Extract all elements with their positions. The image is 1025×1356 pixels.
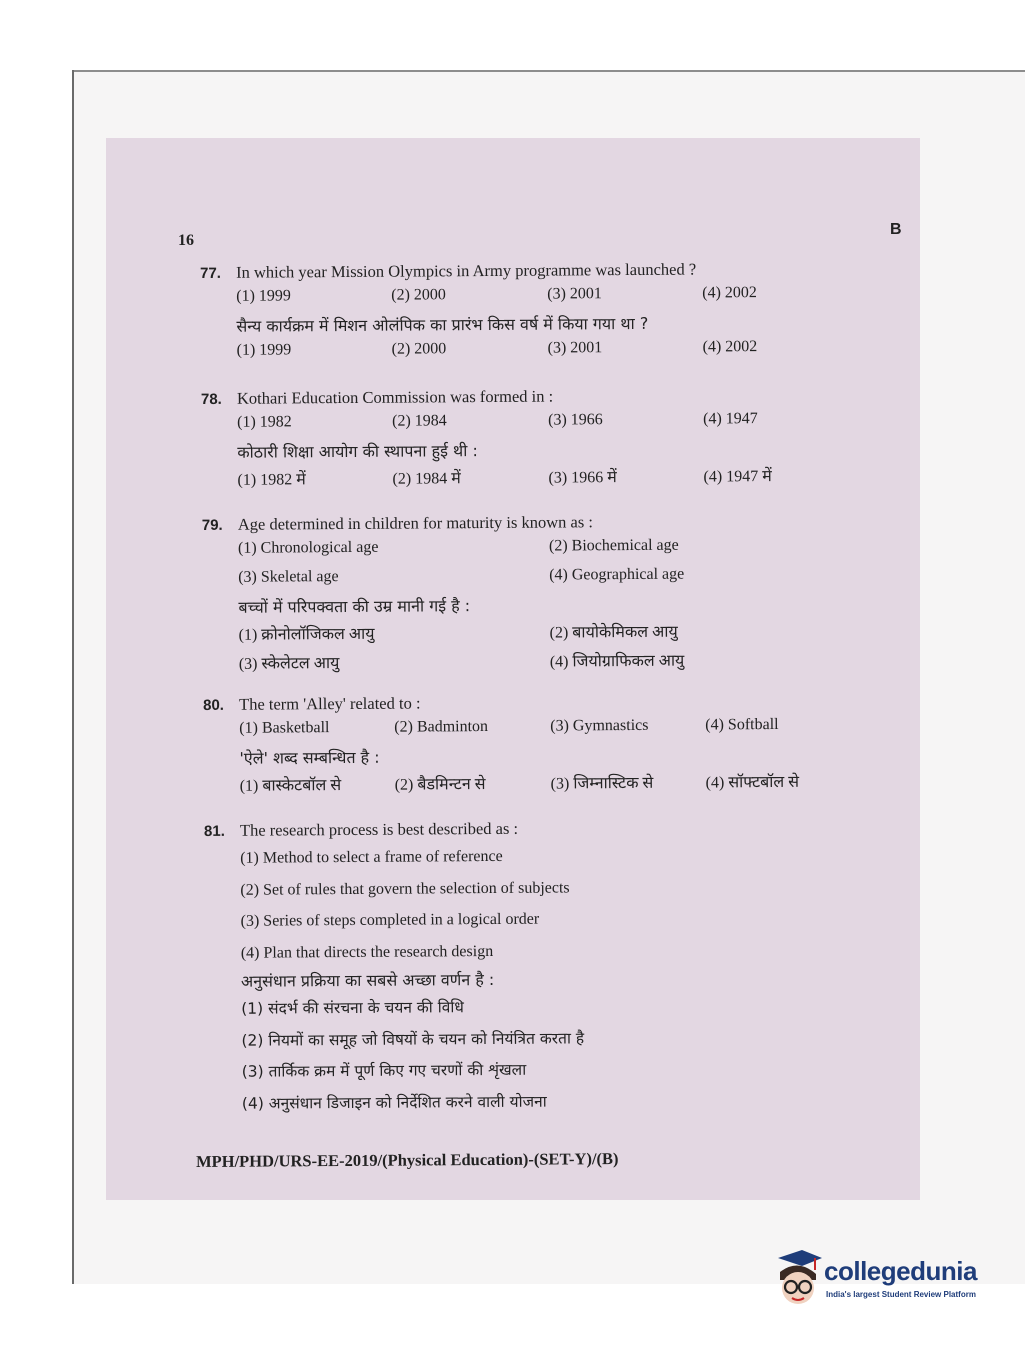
option-3: (3) 1966 bbox=[548, 411, 603, 429]
question-hindi: कोठारी शिक्षा आयोग की स्थापना हुई थी : bbox=[237, 441, 478, 462]
option-3: (3) 2001 bbox=[547, 339, 603, 357]
option-1: (1) 1999 bbox=[236, 341, 292, 359]
option-3: (3) Series of steps completed in a logical order bbox=[240, 910, 540, 930]
option-4: (4) अनुसंधान डिजाइन को निर्देशित करने वाली योजना bbox=[241, 1092, 547, 1113]
option-4: (4) Plan that directs the research design bbox=[240, 942, 494, 962]
question-78 bbox=[201, 383, 852, 494]
option-2: (2) Badminton bbox=[394, 718, 489, 736]
scan-edge-left bbox=[72, 70, 74, 1284]
option-2: (2) बायोकेमिकल आयु bbox=[549, 623, 678, 642]
question-77 bbox=[200, 257, 851, 368]
option-1: (1) 1982 में bbox=[237, 471, 306, 489]
question-81 bbox=[204, 815, 856, 1120]
set-letter: B bbox=[890, 221, 902, 238]
question-number: 81. bbox=[203, 822, 225, 840]
watermark-tagline: India's largest Student Review Platform bbox=[826, 1290, 976, 1299]
option-4: (4) 1947 में bbox=[703, 468, 772, 486]
page-number: 16 bbox=[178, 232, 194, 249]
question-hindi: बच्चों में परिपक्वता की उम्र मानी गई है : bbox=[238, 596, 471, 617]
option-3: (3) Skeletal age bbox=[238, 568, 339, 586]
hindi-options-row-1 bbox=[238, 615, 852, 648]
option-2: (2) नियमों का समूह जो विषयों के चयन को नियंत्रित करता है bbox=[241, 1028, 585, 1050]
option-1: (1) Chronological age bbox=[237, 538, 379, 557]
question-number: 80. bbox=[203, 696, 225, 714]
mascot-logo-icon bbox=[772, 1250, 824, 1310]
hindi-options bbox=[241, 989, 856, 1119]
option-2: (2) Biochemical age bbox=[548, 536, 679, 555]
option-4: (4) जियोग्राफिकल आयु bbox=[549, 652, 685, 671]
hindi-options-row-2 bbox=[239, 644, 853, 677]
question-hindi: अनुसंधान प्रक्रिया का सबसे अच्छा वर्णन है : bbox=[240, 969, 495, 991]
question-english: Age determined in children for maturity is known as : bbox=[237, 512, 594, 534]
option-4: (4) 1947 bbox=[703, 410, 758, 428]
english-options bbox=[237, 406, 851, 439]
question-english: Kothari Education Commission was formed in : bbox=[236, 386, 554, 408]
option-4: (4) 2002 bbox=[702, 284, 757, 302]
english-options-row-1 bbox=[238, 532, 852, 565]
collegedunia-watermark bbox=[772, 1250, 1002, 1320]
hindi-options bbox=[240, 766, 854, 799]
question-hindi: 'ऐले' शब्द सम्बन्धित है : bbox=[239, 747, 380, 768]
option-3: (3) स्केलेटल आयु bbox=[238, 655, 340, 673]
option-4: (4) सॉफ्टबॉल से bbox=[705, 773, 800, 792]
question-english: The research process is best described as : bbox=[239, 818, 519, 840]
option-4: (4) 2002 bbox=[702, 338, 758, 356]
option-2: (2) 2000 bbox=[391, 340, 447, 358]
question-80 bbox=[203, 689, 854, 800]
option-1: (1) क्रोनोलॉजिकल आयु bbox=[238, 625, 375, 644]
question-list bbox=[200, 257, 856, 1120]
question-number: 79. bbox=[201, 516, 223, 534]
question-number: 77. bbox=[200, 264, 221, 282]
option-3: (3) 1966 में bbox=[548, 469, 617, 487]
option-2: (2) 2000 bbox=[391, 286, 446, 304]
question-english: In which year Mission Olympics in Army programme was launched ? bbox=[236, 259, 697, 282]
option-1: (1) Method to select a frame of reference bbox=[240, 847, 503, 867]
question-english: The term 'Alley' related to : bbox=[239, 693, 421, 714]
option-2: (2) बैडमिन्टन से bbox=[394, 776, 486, 794]
option-3: (3) जिम्नास्टिक से bbox=[550, 774, 654, 793]
option-4: (4) Geographical age bbox=[549, 565, 685, 584]
option-1: (1) Basketball bbox=[239, 719, 330, 737]
watermark-brand: collegedunia bbox=[824, 1256, 977, 1286]
option-1: (1) संदर्भ की संरचना के चयन की विधि bbox=[241, 998, 464, 1018]
question-hindi: सैन्य कार्यक्रम में मिशन ओलंपिक का प्रारंभ किस वर्ष में किया गया था ? bbox=[236, 313, 649, 336]
option-3: (3) तार्किक क्रम में पूर्ण किए गए चरणों की शृंखला bbox=[241, 1060, 527, 1081]
hindi-options bbox=[237, 460, 851, 493]
option-1: (1) 1982 bbox=[237, 413, 292, 431]
question-79 bbox=[202, 509, 853, 678]
english-options bbox=[239, 712, 853, 745]
option-3: (3) Gymnastics bbox=[550, 716, 649, 735]
option-2: (2) 1984 bbox=[392, 412, 447, 430]
scan-edge-top bbox=[72, 70, 1025, 72]
english-options bbox=[240, 838, 855, 968]
question-number: 78. bbox=[200, 390, 222, 408]
option-1: (1) 1999 bbox=[236, 287, 291, 305]
option-4: (4) Softball bbox=[705, 715, 779, 734]
english-options bbox=[236, 280, 850, 313]
option-1: (1) बास्केटबॉल से bbox=[239, 777, 342, 795]
paper-code-footer: MPH/PHD/URS-EE-2019/(Physical Education)-(SET-Y)/(B) bbox=[196, 1149, 619, 1171]
hindi-options bbox=[237, 334, 851, 367]
option-2: (2) Set of rules that govern the selection of subjects bbox=[240, 878, 570, 899]
option-2: (2) 1984 में bbox=[392, 470, 461, 488]
english-options-row-2 bbox=[238, 561, 852, 594]
option-3: (3) 2001 bbox=[547, 285, 602, 303]
